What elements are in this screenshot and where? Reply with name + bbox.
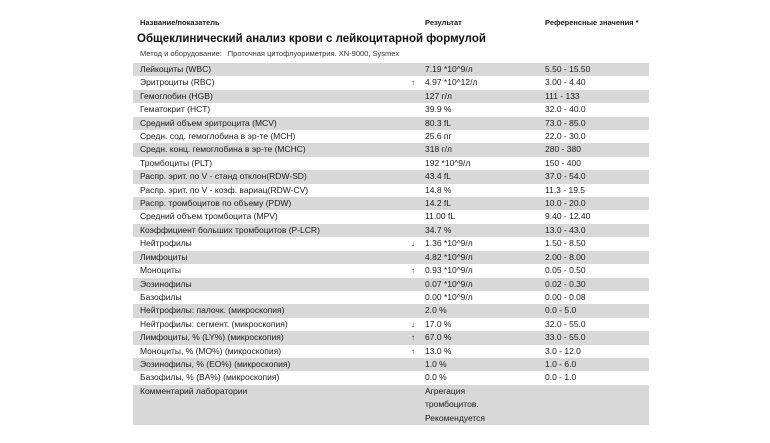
parameter-name: Эозинофилы, % (EO%) (микроскопия) (140, 358, 291, 369)
table-row (133, 143, 649, 156)
result-value (425, 157, 545, 170)
column-header-row (133, 18, 649, 27)
result-value (425, 237, 545, 250)
reference-range: 33.0 - 55.0 (545, 332, 586, 343)
result-text: 127 г/л (425, 90, 452, 101)
reference-range: 280 - 380 (545, 144, 581, 155)
reference-range: 0.00 - 0.08 (545, 291, 586, 302)
reference-range: 22.0 - 30.0 (545, 131, 586, 142)
reference-range: 11.3 - 19.5 (545, 184, 586, 195)
result-text: 13.0 % (425, 345, 452, 356)
table-row (133, 385, 649, 425)
table-row (133, 197, 649, 210)
arrow-down-icon: ↓ (411, 319, 415, 329)
arrow-up-icon: ↑ (411, 78, 415, 88)
result-value (425, 130, 545, 143)
result-value (425, 345, 545, 358)
arrow-up-icon: ↑ (411, 333, 415, 343)
table-row (133, 345, 649, 358)
reference-range: 10.0 - 20.0 (545, 198, 586, 209)
result-value (425, 264, 545, 277)
parameter-name: Нейтрофилы (140, 238, 192, 249)
table-row (133, 157, 649, 170)
table-row (133, 278, 649, 291)
results-table (133, 63, 649, 425)
reference-range: 0.0 - 1.0 (545, 372, 577, 383)
result-value (425, 224, 545, 237)
parameter-name: Нейтрофилы: сегмент. (микроскопия) (140, 318, 288, 329)
column-header-name: Название/показатель (140, 18, 220, 27)
result-text: 2.0 % (425, 305, 447, 316)
result-text: 80.3 fL (425, 117, 451, 128)
result-text: 0.93 *10^9/л (425, 265, 473, 276)
result-value (425, 331, 545, 344)
reference-range: 1.50 - 8.50 (545, 238, 586, 249)
table-row (133, 117, 649, 130)
result-value (425, 278, 545, 291)
table-row (133, 358, 649, 371)
result-text: 1.36 *10^9/л (425, 238, 473, 249)
parameter-name: Комментарий лаборатории (140, 385, 248, 396)
parameter-name: Эозинофилы (140, 278, 192, 289)
result-text: 14.8 % (425, 184, 452, 195)
parameter-name: Эритроциты (RBC) (140, 77, 215, 88)
arrow-down-icon: ↓ (411, 239, 415, 249)
result-text: Агрегация тромбоцитов. Рекомендуется (425, 385, 486, 423)
result-value (425, 63, 545, 76)
parameter-name: Распр. эрит. по V - коэф. вариац(RDW-CV) (140, 184, 309, 195)
result-value (425, 197, 545, 210)
table-row (133, 63, 649, 76)
result-text: 4.97 *10^12/л (425, 77, 478, 88)
parameter-name: Тромбоциты (PLT) (140, 157, 213, 168)
parameter-name: Базофилы, % (BA%) (микроскопия) (140, 372, 280, 383)
table-row (133, 237, 649, 250)
parameter-name: Средний объем эритроцита (MCV) (140, 117, 277, 128)
parameter-name: Распр. тромбоцитов по объему (PDW) (140, 198, 292, 209)
parameter-name: Средн. конц. гемоглобина в эр-те (MCHC) (140, 144, 306, 155)
arrow-up-icon: ↑ (411, 266, 415, 276)
result-text: 34.7 % (425, 224, 452, 235)
result-text: 14.2 fL (425, 198, 451, 209)
reference-range: 0.05 - 0.50 (545, 265, 586, 276)
report-title: Общеклинический анализ крови с лейкоцитарной формулой (137, 33, 486, 45)
table-row (133, 90, 649, 103)
parameter-name: Лимфоциты, % (LY%) (микроскопия) (140, 332, 284, 343)
method-line (133, 49, 649, 58)
result-value (425, 117, 545, 130)
column-header-result: Результат (425, 18, 462, 27)
parameter-name: Средн. сод. гемоглобина в эр-те (MCH) (140, 131, 296, 142)
reference-range: 1.0 - 6.0 (545, 358, 577, 369)
reference-range: 13.0 - 43.0 (545, 224, 586, 235)
result-text: 43.4 fL (425, 171, 451, 182)
parameter-name: Лимфоциты (140, 251, 188, 262)
table-row (133, 130, 649, 143)
method-value: Проточная цитофлуориметрия. XN-9000, Sysmex (227, 49, 400, 58)
result-text: 1.0 % (425, 358, 447, 369)
result-text: 0.0 % (425, 372, 447, 383)
parameter-name: Гематокрит (HCT) (140, 104, 211, 115)
parameter-name: Нейтрофилы: палочк. (микроскопия) (140, 305, 285, 316)
reference-range: 5.50 - 15.50 (545, 64, 591, 74)
result-value (425, 103, 545, 116)
reference-range: 9.40 - 12.40 (545, 211, 591, 222)
parameter-name: Базофилы (140, 291, 182, 302)
reference-range: 111 - 133 (545, 90, 580, 101)
result-text: 0.07 *10^9/л (425, 278, 473, 289)
method-label: Метод и оборудование: (140, 49, 222, 58)
table-row (133, 184, 649, 197)
result-text: 67.0 % (425, 332, 452, 343)
table-row (133, 210, 649, 223)
column-header-reference: Референсные значения * (545, 18, 639, 27)
table-row (133, 264, 649, 277)
reference-range: 150 - 400 (545, 157, 581, 168)
table-row (133, 291, 649, 304)
reference-range: 2.00 - 8.00 (545, 251, 586, 262)
table-row (133, 170, 649, 183)
table-row (133, 318, 649, 331)
reference-range: 73.0 - 85.0 (545, 117, 586, 128)
reference-range: 32.0 - 55.0 (545, 318, 586, 329)
result-text: 0.00 *10^9/л (425, 291, 473, 302)
result-text: 25.6 пг (425, 131, 452, 142)
table-row (133, 251, 649, 264)
arrow-up-icon: ↑ (411, 346, 415, 356)
parameter-name: Коэффициент больших тромбоцитов (P-LCR) (140, 224, 320, 235)
table-row (133, 371, 649, 384)
parameter-name: Распр. эрит. по V - станд отклон(RDW-SD) (140, 171, 307, 182)
result-value (425, 210, 545, 223)
result-text: 17.0 % (425, 318, 452, 329)
parameter-name: Моноциты (140, 265, 181, 276)
result-value (425, 184, 545, 197)
result-value (425, 385, 545, 425)
reference-range: 3.00 - 4.40 (545, 77, 586, 88)
table-row (133, 103, 649, 116)
result-value (425, 358, 545, 371)
parameter-name: Лейкоциты (WBC) (140, 64, 212, 74)
parameter-name: Гемоглобин (HGB) (140, 90, 213, 101)
reference-range: 0.0 - 5.0 (545, 305, 577, 316)
result-value (425, 90, 545, 103)
reference-range: 32.0 - 40.0 (545, 104, 586, 115)
result-text: 7.19 *10^9/л (425, 64, 473, 74)
result-value (425, 318, 545, 331)
result-text: 4.82 *10^9/л (425, 251, 473, 262)
result-value (425, 291, 545, 304)
result-text: 192 *10^9/л (425, 157, 471, 168)
result-value (425, 143, 545, 156)
result-value (425, 304, 545, 317)
result-value (425, 170, 545, 183)
reference-range: 37.0 - 54.0 (545, 171, 586, 182)
reference-range: 3.0 - 12.0 (545, 345, 581, 356)
table-row (133, 76, 649, 89)
table-row (133, 304, 649, 317)
result-text: 318 г/л (425, 144, 452, 155)
table-row (133, 331, 649, 344)
result-text: 39.9 % (425, 104, 452, 115)
result-value (425, 76, 545, 89)
parameter-name: Средний объем тромбоцита (MPV) (140, 211, 278, 222)
table-row (133, 224, 649, 237)
result-value (425, 371, 545, 384)
reference-range: 0.02 - 0.30 (545, 278, 586, 289)
result-text: 11.00 fL (425, 211, 456, 222)
parameter-name: Моноциты, % (MO%) (микроскопия) (140, 345, 282, 356)
lab-report (133, 12, 649, 425)
result-value (425, 251, 545, 264)
